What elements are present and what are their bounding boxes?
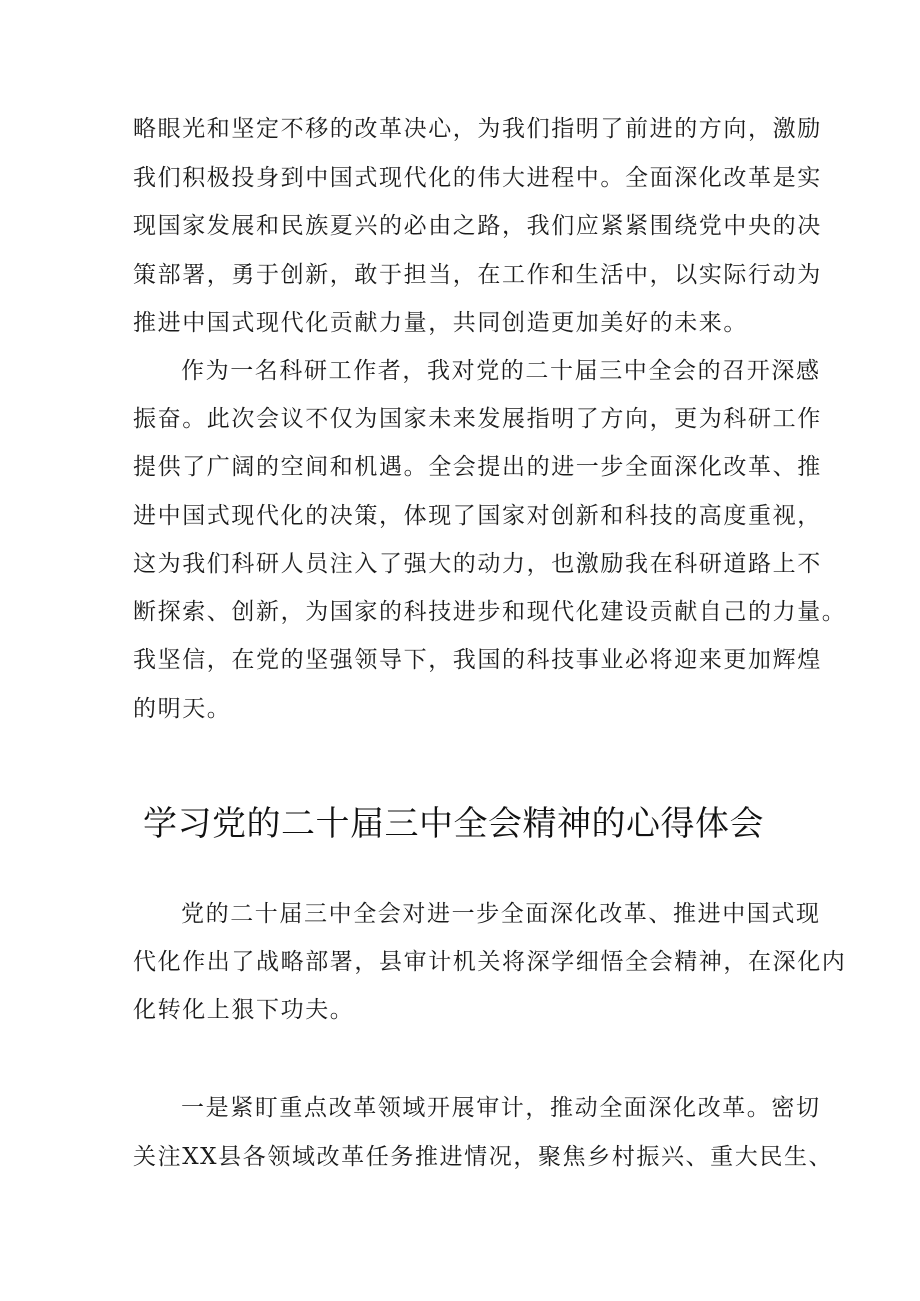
text-line: 化转化上狠下功夫。 [133, 997, 355, 1023]
text-line: 作为一名科研工作者，我对党的二十届三中全会的召开深感 [181, 358, 821, 384]
text-line: 这为我们科研人员注入了强大的动力，也激励我在科研道路上不 [133, 551, 822, 577]
text-line: 断探索、创新，为国家的科技进步和现代化建设贡献自己的力量。 [133, 599, 847, 625]
text-line: 关注XX县各领域改革任务推进情况，聚焦乡村振兴、重大民生、 [133, 1144, 834, 1170]
text-line: 我们积极投身到中国式现代化的伟大进程中。全面深化改革是实 [133, 165, 822, 191]
text-line: 提供了广阔的空间和机遇。全会提出的进一步全面深化改革、推 [133, 454, 822, 480]
text-line: 代化作出了战略部署，县审计机关将深学细悟全会精神，在深化内 [133, 949, 847, 975]
text-line: 振奋。此次会议不仅为国家未来发展指明了方向，更为科研工作 [133, 406, 822, 432]
text-line: 进中国式现代化的决策，体现了国家对创新和科技的高度重视， [133, 503, 822, 529]
text-line: 策部署，勇于创新，敢于担当，在工作和生活中，以实际行动为 [133, 262, 822, 288]
text-line: 党的二十届三中全会对进一步全面深化改革、推进中国式现 [181, 901, 821, 927]
text-line: 的明天。 [133, 696, 232, 722]
section-title: 学习党的二十届三中全会精神的心得体会 [143, 804, 764, 844]
text-line: 略眼光和坚定不移的改革决心，为我们指明了前进的方向，激励 [133, 116, 822, 142]
text-line: 推进中国式现代化贡献力量，共同创造更加美好的未来。 [133, 310, 748, 336]
text-line: 现国家发展和民族夏兴的必由之路，我们应紧紧围绕党中央的决 [133, 213, 822, 239]
text-line: 我坚信，在党的坚强领导下，我国的科技事业必将迎来更加辉煌 [133, 647, 822, 673]
text-line: 一是紧盯重点改革领域开展审计，推动全面深化改革。密切 [181, 1095, 821, 1121]
